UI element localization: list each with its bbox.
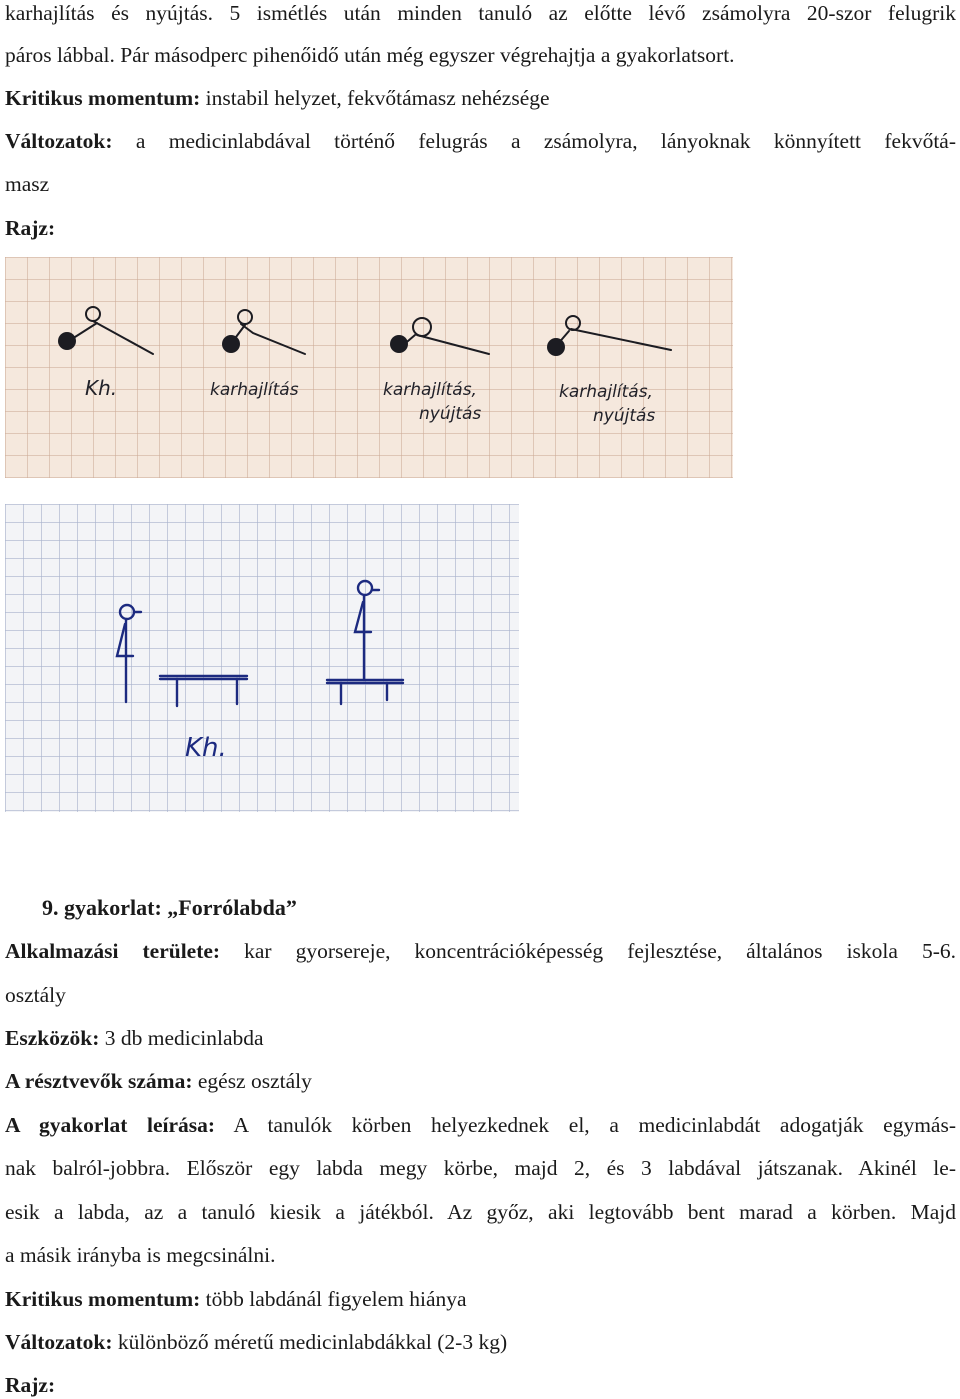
variants-label: Változatok:	[5, 1330, 113, 1354]
variants-label: Változatok:	[5, 129, 113, 153]
description-line	[5, 1112, 956, 1138]
description-line: a másik irányba is megcsinálni.	[5, 1243, 276, 1267]
caption-nyujtas-2: nyújtás	[593, 406, 656, 426]
pushup-sequence-drawing	[5, 257, 733, 478]
participants-label: A résztvevők száma:	[5, 1069, 193, 1093]
caption-kh: Kh.	[185, 733, 227, 763]
caption-nyujtas: nyújtás	[419, 404, 482, 424]
critical-moment-line	[5, 1286, 956, 1312]
variants-text: különböző méretű medicinlabdákkal (2-3 kg)	[112, 1330, 508, 1354]
description-line: nak balról-jobbra. Először egy labda megy körbe, majd 2, és 3 labdával játszanak. Akinél le-	[5, 1156, 956, 1180]
exercise-heading: 9. gyakorlat: „Forrólabda”	[42, 895, 297, 920]
application-area-text: kar gyorsereje, koncentrációképesség fejlesztése, általános iskola 5-6.	[220, 939, 956, 963]
paragraph-line: páros lábbal. Pár másodperc pihenőidő után még egyszer végrehajtja a gyakorlatsort.	[5, 43, 735, 67]
variants-text: a medicinlabdával történő felugrás a zsámolyra, lányoknak könnyített fekvőtá-	[112, 129, 956, 153]
paragraph-line: osztály	[5, 983, 66, 1007]
paragraph-line: masz	[5, 172, 50, 196]
description-line: esik a labda, az a tanuló kiesik a játékból. Az győz, aki legtovább bent marad a körben. Majd	[5, 1200, 956, 1224]
description-label: A gyakorlat leírása:	[5, 1113, 216, 1137]
tools-line	[5, 1025, 956, 1051]
drawing-label: Rajz:	[5, 1373, 56, 1397]
participants-text: egész osztály	[192, 1069, 312, 1093]
tools-label: Eszközök:	[5, 1026, 100, 1050]
application-area-label: Alkalmazási területe:	[5, 939, 221, 963]
variants-line	[5, 128, 956, 154]
critical-moment-line	[5, 85, 956, 111]
variants-line	[5, 1329, 956, 1355]
description-text: A tanulók körben helyezkednek el, a medicinlabdát adogatják egymás-	[215, 1113, 956, 1137]
critical-moment-label: Kritikus momentum:	[5, 86, 201, 110]
application-area-line	[5, 938, 956, 964]
caption-karhajlitas: karhajlítás	[210, 380, 299, 400]
critical-moment-label: Kritikus momentum:	[5, 1287, 201, 1311]
drawing-label: Rajz:	[5, 216, 56, 240]
caption-kh: Kh.	[85, 376, 118, 400]
critical-moment-text: instabil helyzet, fekvőtámasz nehézsége	[200, 86, 550, 110]
critical-moment-text: több labdánál figyelem hiánya	[200, 1287, 467, 1311]
paragraph-line: karhajlítás és nyújtás. 5 ismétlés után minden tanuló az előtte lévő zsámolyra 20-szor felugrik	[5, 1, 956, 25]
tools-text: 3 db medicinlabda	[99, 1026, 264, 1050]
caption-karhajlitas-3: karhajlítás,	[559, 382, 653, 402]
participants-line	[5, 1068, 956, 1094]
caption-karhajlitas-2: karhajlítás,	[383, 380, 477, 400]
bench-jump-drawing	[5, 504, 519, 812]
